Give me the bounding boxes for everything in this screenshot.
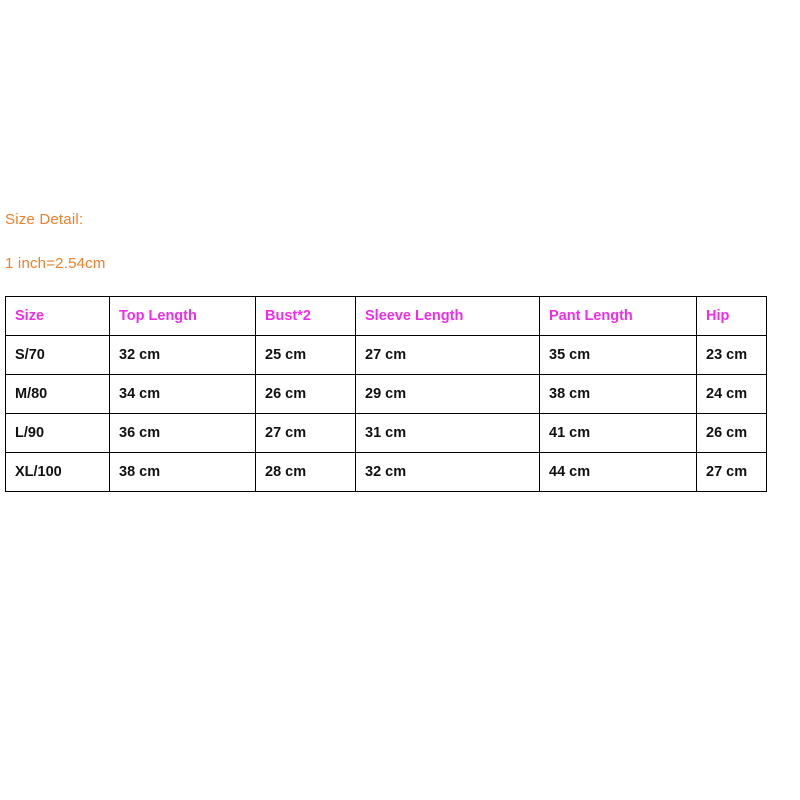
cell-pant-length: 35 cm: [540, 336, 697, 375]
conversion-note: 1 inch=2.54cm: [5, 255, 106, 272]
table-row: [6, 414, 767, 453]
column-header-hip: Hip: [697, 297, 767, 336]
cell-pant-length: 41 cm: [540, 414, 697, 453]
column-header-top-length: Top Length: [110, 297, 256, 336]
column-header-sleeve-length: Sleeve Length: [356, 297, 540, 336]
cell-hip: 26 cm: [697, 414, 767, 453]
cell-hip: 24 cm: [697, 375, 767, 414]
cell-bust: 28 cm: [256, 453, 356, 492]
cell-sleeve-length: 32 cm: [356, 453, 540, 492]
column-header-pant-length: Pant Length: [540, 297, 697, 336]
cell-bust: 25 cm: [256, 336, 356, 375]
cell-hip: 23 cm: [697, 336, 767, 375]
cell-pant-length: 38 cm: [540, 375, 697, 414]
cell-bust: 26 cm: [256, 375, 356, 414]
cell-pant-length: 44 cm: [540, 453, 697, 492]
cell-top-length: 36 cm: [110, 414, 256, 453]
column-header-size: Size: [6, 297, 110, 336]
cell-size: L/90: [6, 414, 110, 453]
cell-sleeve-length: 31 cm: [356, 414, 540, 453]
column-header-bust: Bust*2: [256, 297, 356, 336]
cell-top-length: 38 cm: [110, 453, 256, 492]
page-title: Size Detail:: [5, 211, 84, 228]
table-row: [6, 336, 767, 375]
cell-size: XL/100: [6, 453, 110, 492]
table-row: [6, 375, 767, 414]
cell-bust: 27 cm: [256, 414, 356, 453]
cell-top-length: 32 cm: [110, 336, 256, 375]
table-row: [6, 453, 767, 492]
cell-size: S/70: [6, 336, 110, 375]
cell-top-length: 34 cm: [110, 375, 256, 414]
cell-size: M/80: [6, 375, 110, 414]
cell-sleeve-length: 29 cm: [356, 375, 540, 414]
size-detail-table: [5, 296, 767, 492]
cell-sleeve-length: 27 cm: [356, 336, 540, 375]
table-header-row: [6, 297, 767, 336]
cell-hip: 27 cm: [697, 453, 767, 492]
